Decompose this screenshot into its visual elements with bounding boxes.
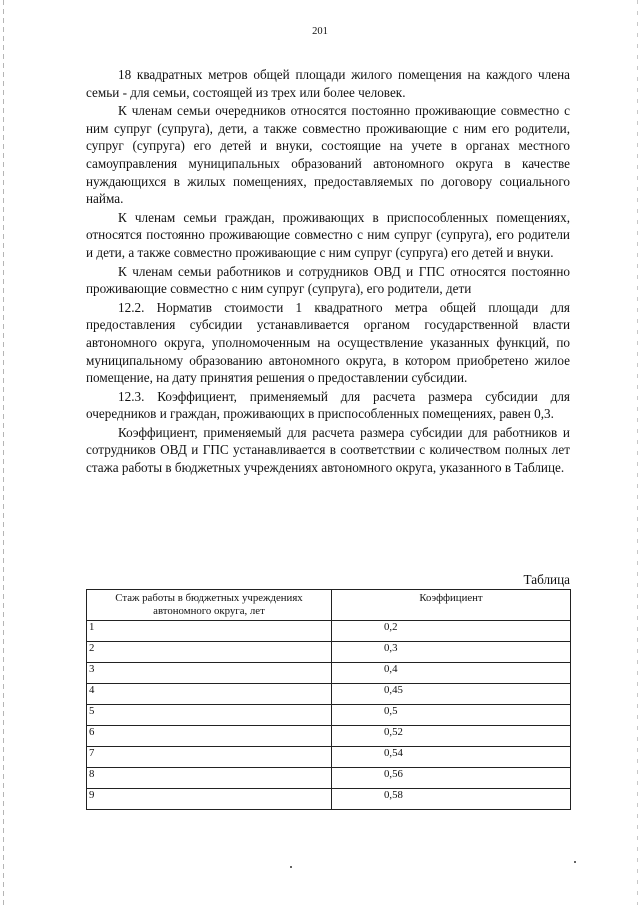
table-row — [87, 726, 571, 747]
paragraph: К членам семьи очередников относятся постоянно проживающие совместно с ним супруг (супруга), дети, а также совместно проживающие с ним его родители, супруг (супруга) его детей и внуки, состоящие на учете в органах местного самоуправления муниципальных образований автономного округа в качестве нуждающихся в жилых помещениях, предоставляемых по договору социального найма. — [86, 103, 570, 207]
table-row — [87, 789, 571, 810]
coefficient-table — [86, 589, 571, 810]
cell-years: 2 — [87, 642, 332, 663]
table-row — [87, 768, 571, 789]
table-header-row — [87, 590, 571, 621]
cell-coefficient: 0,58 — [332, 789, 571, 810]
scan-speck — [290, 866, 292, 868]
cell-years: 5 — [87, 705, 332, 726]
cell-coefficient: 0,45 — [332, 684, 571, 705]
cell-coefficient: 0,4 — [332, 663, 571, 684]
table-row — [87, 621, 571, 642]
cell-years: 6 — [87, 726, 332, 747]
cell-years: 7 — [87, 747, 332, 768]
cell-years: 1 — [87, 621, 332, 642]
cell-coefficient: 0,54 — [332, 747, 571, 768]
paragraph: 12.3. Коэффициент, применяемый для расчета размера субсидии для очередников и граждан, проживающих в приспособленных помещениях, равен 0,3. — [86, 388, 570, 422]
scan-edge-left — [3, 0, 4, 905]
table-caption: Таблица — [523, 572, 570, 587]
column-header-experience: Стаж работы в бюджетных учреждениях автономного округа, лет — [87, 590, 332, 621]
table-row — [87, 747, 571, 768]
table-row — [87, 663, 571, 684]
page-number: 201 — [312, 26, 328, 37]
table-row — [87, 684, 571, 705]
cell-years: 3 — [87, 663, 332, 684]
paragraph: 18 квадратных метров общей площади жилого помещения на каждого члена семьи - для семьи, состоящей из трех или более человек. — [86, 67, 570, 100]
cell-years: 9 — [87, 789, 332, 810]
cell-coefficient: 0,3 — [332, 642, 571, 663]
paragraph: К членам семьи граждан, проживающих в приспособленных помещениях, относятся постоянно проживающие совместно с ним супруг (супруга), его родители и дети, а также совместно проживающие с ним супруг (супруга) его детей и внуки. — [86, 209, 570, 260]
paragraph: К членам семьи работников и сотрудников ОВД и ГПС относятся постоянно проживающие совместно с ним супруг (супруга), его родители, дети — [86, 263, 570, 297]
table-row — [87, 705, 571, 726]
cell-coefficient: 0,56 — [332, 768, 571, 789]
cell-years: 4 — [87, 684, 332, 705]
scan-edge-right — [637, 0, 638, 905]
column-header-coefficient: Коэффициент — [332, 590, 571, 621]
paragraph: 12.2. Норматив стоимости 1 квадратного метра общей площади для предоставления субсидии устанавливается органом государственной власти автономного округа, уполномоченным на осуществление указанных функций, по муниципальному образованию автономного округа, в котором приобретено жилое помещение, на дату принятия решения о предоставлении субсидии. — [86, 299, 570, 386]
paragraph: Коэффициент, применяемый для расчета размера субсидии для работников и сотрудников ОВД и ГПС устанавливается в соответствии с количеством полных лет стажа работы в бюджетных учреждениях автономного округа, указанного в Таблице. — [86, 424, 570, 476]
cell-coefficient: 0,52 — [332, 726, 571, 747]
table-row — [87, 642, 571, 663]
cell-coefficient: 0,5 — [332, 705, 571, 726]
cell-years: 8 — [87, 768, 332, 789]
cell-coefficient: 0,2 — [332, 621, 571, 642]
scan-speck — [574, 861, 576, 863]
document-body — [86, 66, 570, 478]
